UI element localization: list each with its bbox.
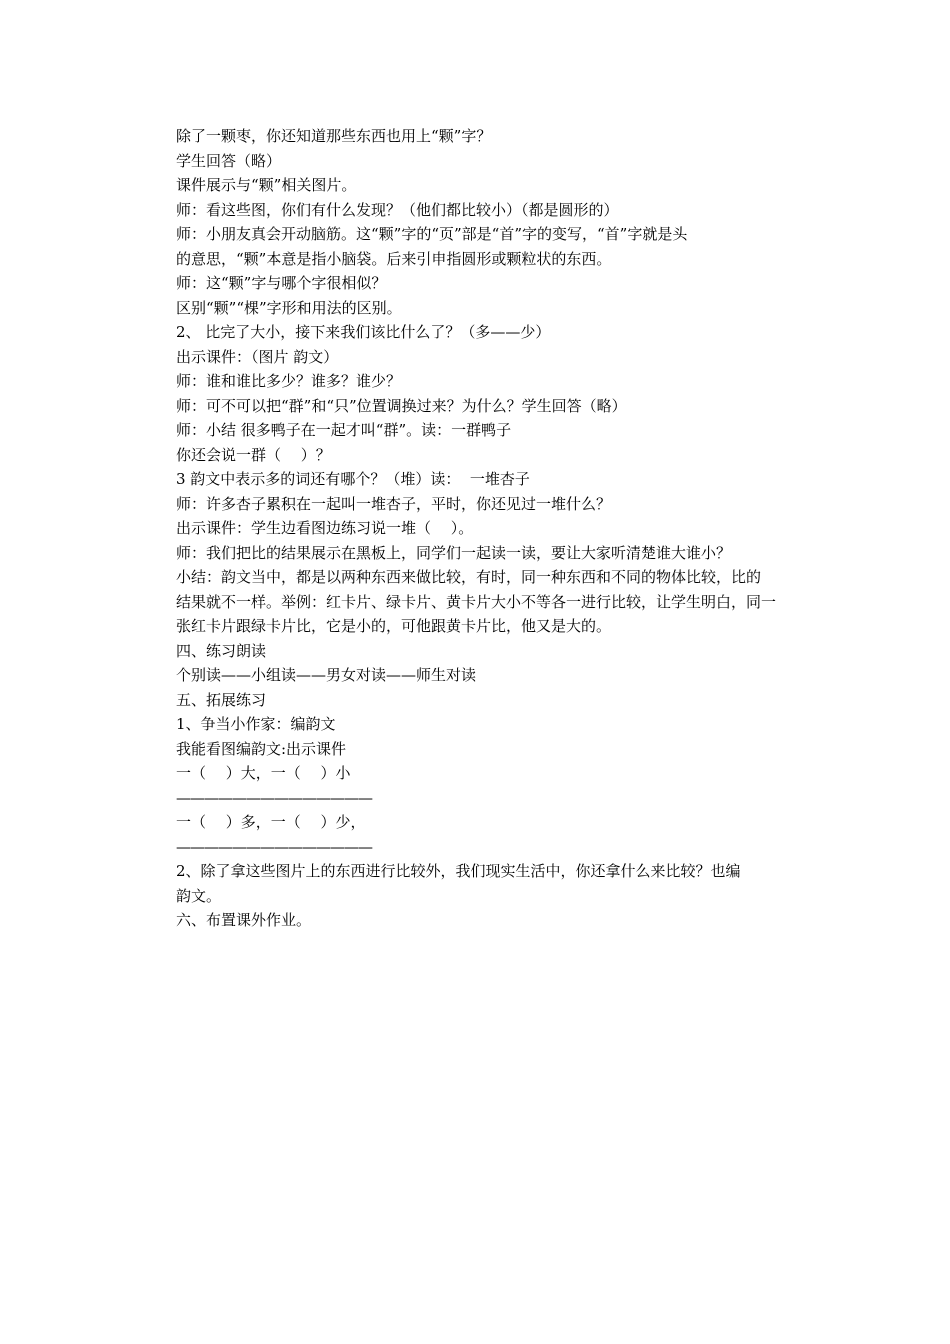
text-line: 学生回答（略）	[176, 151, 282, 170]
text-line: 师：这“颗”字与哪个字很相似？	[176, 274, 387, 292]
text-line: 出示课件：（图片 韵文）	[176, 347, 339, 366]
text-line: 韵文。	[176, 886, 222, 905]
text-line: 一（ ）多，一（ ）少，	[176, 813, 366, 831]
text-line: 除了一颗枣，你还知道那些东西也用上“颗”字？	[176, 127, 492, 145]
text-line: 区别“颗”“棵”字形和用法的区别。	[176, 298, 402, 317]
answer-blank-line: ——————————————	[176, 837, 372, 856]
text-line: 一（ ）大，一（ ）小	[176, 764, 351, 782]
text-line: 出示课件：学生边看图边练习说一堆（ ）。	[176, 519, 474, 537]
text-line: 师：小朋友真会开动脑筋。这“颗”字的“页”部是“首”字的变写，“首”字就是头	[176, 225, 688, 243]
document-page	[176, 124, 816, 933]
section-heading: 六、布置课外作业。	[176, 911, 312, 929]
text-line: 师：我们把比的结果展示在黑板上，同学们一起读一读，要让大家听清楚谁大谁小？	[176, 543, 732, 562]
text-line: 我能看图编韵文:出示课件	[176, 739, 347, 758]
text-line: 3 韵文中表示多的词还有哪个？（堆）读： 一堆杏子	[176, 470, 530, 488]
text-line: 师：小结 很多鸭子在一起才叫“群”。读：一群鸭子	[176, 421, 512, 439]
text-line: 你还会说一群（ ）？	[176, 445, 331, 464]
text-line: 小结：韵文当中，都是以两种东西来做比较，有时，同一种东西和不同的物体比较，比的	[176, 568, 762, 586]
text-line: 张红卡片跟绿卡片比，它是小的，可他跟黄卡片比，他又是大的。	[176, 617, 612, 635]
text-line: 2、除了拿这些图片上的东西进行比较外，我们现实生活中，你还拿什么来比较？也编	[176, 862, 741, 880]
text-line: 师：许多杏子累积在一起叫一堆杏子，平时，你还见过一堆什么？	[176, 494, 612, 513]
text-line: 师：看这些图，你们有什么发现？（他们都比较小）（都是圆形的）	[176, 200, 619, 219]
text-line: 1、争当小作家：编韵文	[176, 715, 336, 733]
text-line: 个别读——小组读——男女对读——师生对读	[176, 666, 477, 684]
text-line: 结果就不一样。举例：红卡片、绿卡片、黄卡片大小不等各一进行比较，让学生明白，同一	[176, 592, 777, 611]
section-heading: 五、拓展练习	[176, 690, 267, 709]
text-line: 2、 比完了大小，接下来我们该比什么了？（多——少）	[176, 323, 551, 341]
section-heading: 四、练习朗读	[176, 641, 267, 660]
text-line: 师：谁和谁比多少？谁多？谁少？	[176, 372, 402, 390]
text-line: 师：可不可以把“群”和“只”位置调换过来？为什么？学生回答（略）	[176, 396, 627, 415]
answer-blank-line: ——————————————	[176, 788, 372, 807]
text-line: 课件展示与“颗”相关图片。	[176, 176, 357, 194]
text-line: 的意思，“颗”本意是指小脑袋。后来引申指圆形或颗粒状的东西。	[176, 249, 612, 268]
